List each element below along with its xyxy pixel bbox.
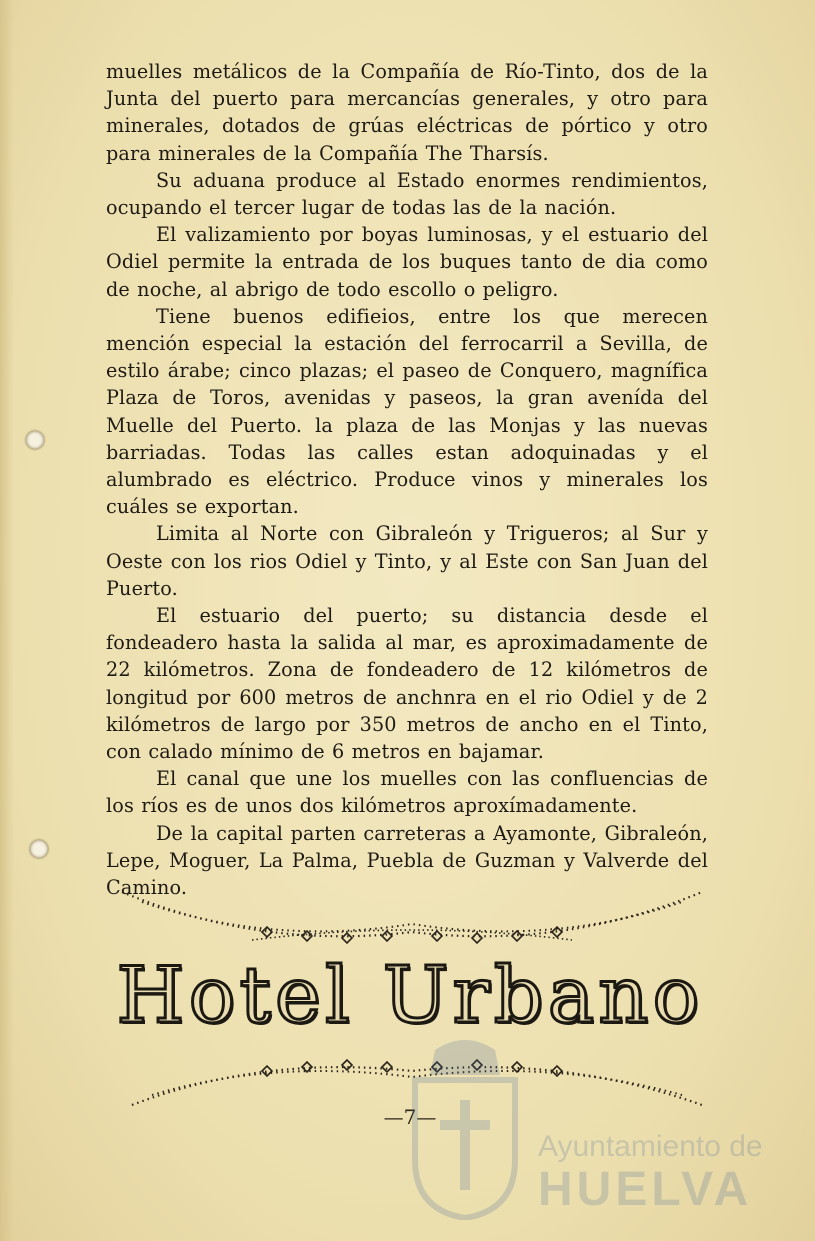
page-number: —7— xyxy=(383,1105,437,1129)
watermark xyxy=(405,1030,763,1230)
watermark-line1: Ayuntamiento de xyxy=(538,1130,763,1163)
paragraph: muelles metálicos de la Compañía de Río-Tinto, dos de la Junta del puerto para mercancías generales, y otro para minerales, dotados de grúas eléctricas de pórtico y otro para minerales de la Compañía The Tharsís. xyxy=(106,60,708,165)
watermark-line2: HUELVA xyxy=(538,1163,753,1216)
paragraph: De la capital parten carreteras a Ayamonte, Gibraleón, Lepe, Moguer, La Palma, Puebla de Guzman y Valverde del Camino. xyxy=(106,821,708,900)
punch-hole-bottom xyxy=(30,840,48,858)
punch-hole-top xyxy=(26,431,44,449)
top-ornament xyxy=(112,880,712,950)
paragraph: El estuario del puerto; su distancia desde el fondeadero hasta la salida al mar, es aproximadamente de 22 kilómetros. Zona de fondeadero de 12 kilómetros de longitud por 600 metros de anchnra en el rio Odiel y de 2 kilómetros de largo por 350 metros de ancho en el Tinto, con calado mínimo de 6 metros en bajamar. xyxy=(106,604,708,764)
coat-of-arms-icon xyxy=(405,1030,525,1220)
paragraph: Su aduana produce al Estado enormes rendimientos, ocupando el tercer lugar de todas las de la nación. xyxy=(106,168,708,220)
paragraph: El canal que une los muelles con las confluencias de los ríos es de unos dos kilómetros aproxímadamente. xyxy=(106,767,708,818)
hotel-title-text: Hotel Urbano xyxy=(116,951,704,1041)
body-text xyxy=(106,58,708,901)
paragraph: El valizamiento por boyas luminosas, y el estuario del Odiel permite la entrada de los buques tanto de dia como de noche, al abrigo de todo escollo o peligro. xyxy=(106,223,708,301)
paragraph: Tiene buenos edifieios, entre los que merecen mención especial la estación del ferrocarril a Sevilla, de estilo árabe; cinco plazas; el paseo de Conquero, magnífica Plaza de Toros, avenidas y paseos, la gran avenída del Muelle del Puerto. la plaza de las Monjas y las nuevas barriadas. Todas las calles estan adoquinadas y el alumbrado es eléctrico. Produce vinos y minerales los cuáles se exportan. xyxy=(106,304,708,519)
paragraph: Limita al Norte con Gibraleón y Trigueros; al Sur y Oeste con los rios Odiel y Tinto, y al Este con San Juan del Puerto. xyxy=(106,522,708,600)
page-edge xyxy=(0,0,14,1241)
hotel-title xyxy=(100,951,720,1041)
